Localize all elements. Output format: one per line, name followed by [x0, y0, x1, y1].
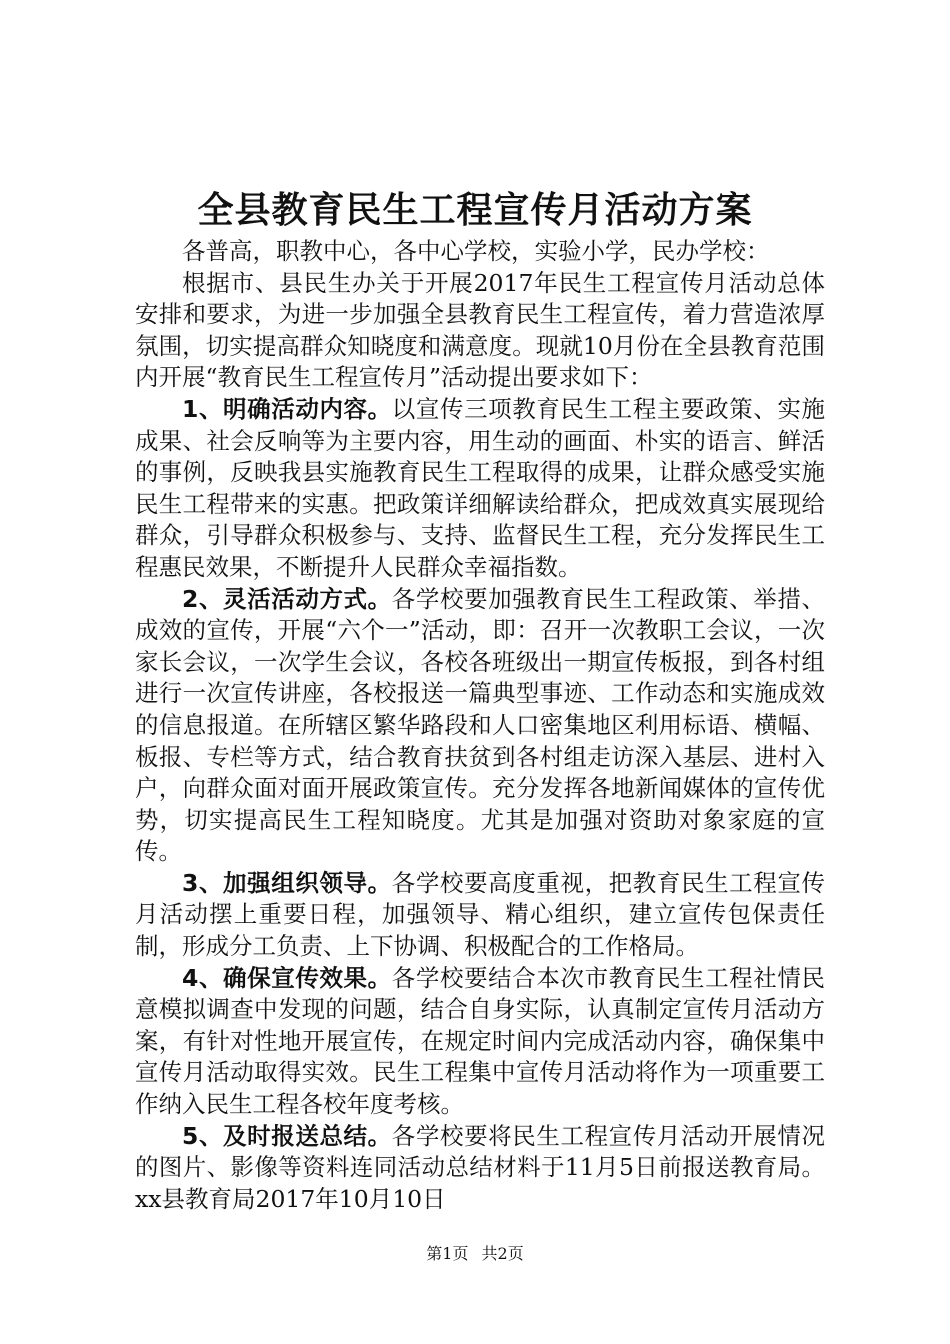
- section-paragraph: [135, 868, 825, 963]
- page-total: 共2页: [481, 1244, 524, 1263]
- page-footer: [0, 1243, 950, 1265]
- document-body: [135, 236, 825, 1215]
- section-text: 各学校要结合本次市教育民生工程社情民意模拟调查中发现的问题，结合自身实际，认真制定宣传月活动方案，有针对性地开展宣传，在规定时间内完成活动内容，确保集中宣传月活动取得实效。民生工程集中宣传月活动将作为一项重要工作纳入民生工程各校年度考核。: [135, 963, 825, 1119]
- section-paragraph: [135, 1121, 825, 1216]
- section-heading: 3、加强组织领导。: [182, 868, 392, 897]
- section-paragraph: [135, 584, 825, 868]
- document-title: 全县教育民生工程宣传月活动方案: [197, 189, 753, 231]
- page-number: 第1页: [426, 1244, 469, 1263]
- section-text: 各学校要加强教育民生工程政策、举措、成效的宣传，开展“六个一”活动，即：召开一次教职工会议，一次家长会议，一次学生会议，各校各班级出一期宣传板报，到各村组进行一次宣传讲座，各校报送一篇典型事迹、工作动态和实施成效的信息报道。在所辖区繁华路段和人口密集地区利用标语、横幅、板报、专栏等方式，结合教育扶贫到各村组走访深入基层、进村入户，向群众面对面开展政策宣传。充分发挥各地新闻媒体的宣传优势，切实提高民生工程知晓度。尤其是加强对资助对象家庭的宣传。: [135, 584, 825, 866]
- section-heading: 5、及时报送总结。: [182, 1121, 392, 1150]
- section-text: 各学校要将民生工程宣传月活动开展情况的图片、影像等资料连同活动总结材料于11月5日前报送教育局。xx县教育局2017年10月10日: [135, 1121, 825, 1213]
- section-heading: 2、灵活活动方式。: [182, 584, 392, 613]
- section-heading: 4、确保宣传效果。: [182, 963, 392, 992]
- intro-paragraph: 根据市、县民生办关于开展2017年民生工程宣传月活动总体安排和要求，为进一步加强全县教育民生工程宣传，着力营造浓厚氛围，切实提高群众知晓度和满意度。现就10月份在全县教育范围内开展“教育民生工程宣传月”活动提出要求如下：: [135, 268, 825, 392]
- salutation-paragraph: 各普高，职教中心，各中心学校，实验小学，民办学校：: [182, 237, 770, 265]
- section-paragraph: [135, 963, 825, 1121]
- section-heading: 1、明确活动内容。: [182, 394, 392, 423]
- section-text: 以宣传三项教育民生工程主要政策、实施成果、社会反响等为主要内容，用生动的画面、朴实的语言、鲜活的事例，反映我县实施教育民生工程取得的成果，让群众感受实施民生工程带来的实惠。把政策详细解读给群众，把成效真实展现给群众，引导群众积极参与、支持、监督民生工程，充分发挥民生工程惠民效果，不断提升人民群众幸福指数。: [135, 394, 825, 581]
- section-text: 各学校要高度重视，把教育民生工程宣传月活动摆上重要日程，加强领导、精心组织，建立宣传包保责任制，形成分工负责、上下协调、积极配合的工作格局。: [135, 868, 825, 961]
- section-paragraph: [135, 394, 825, 584]
